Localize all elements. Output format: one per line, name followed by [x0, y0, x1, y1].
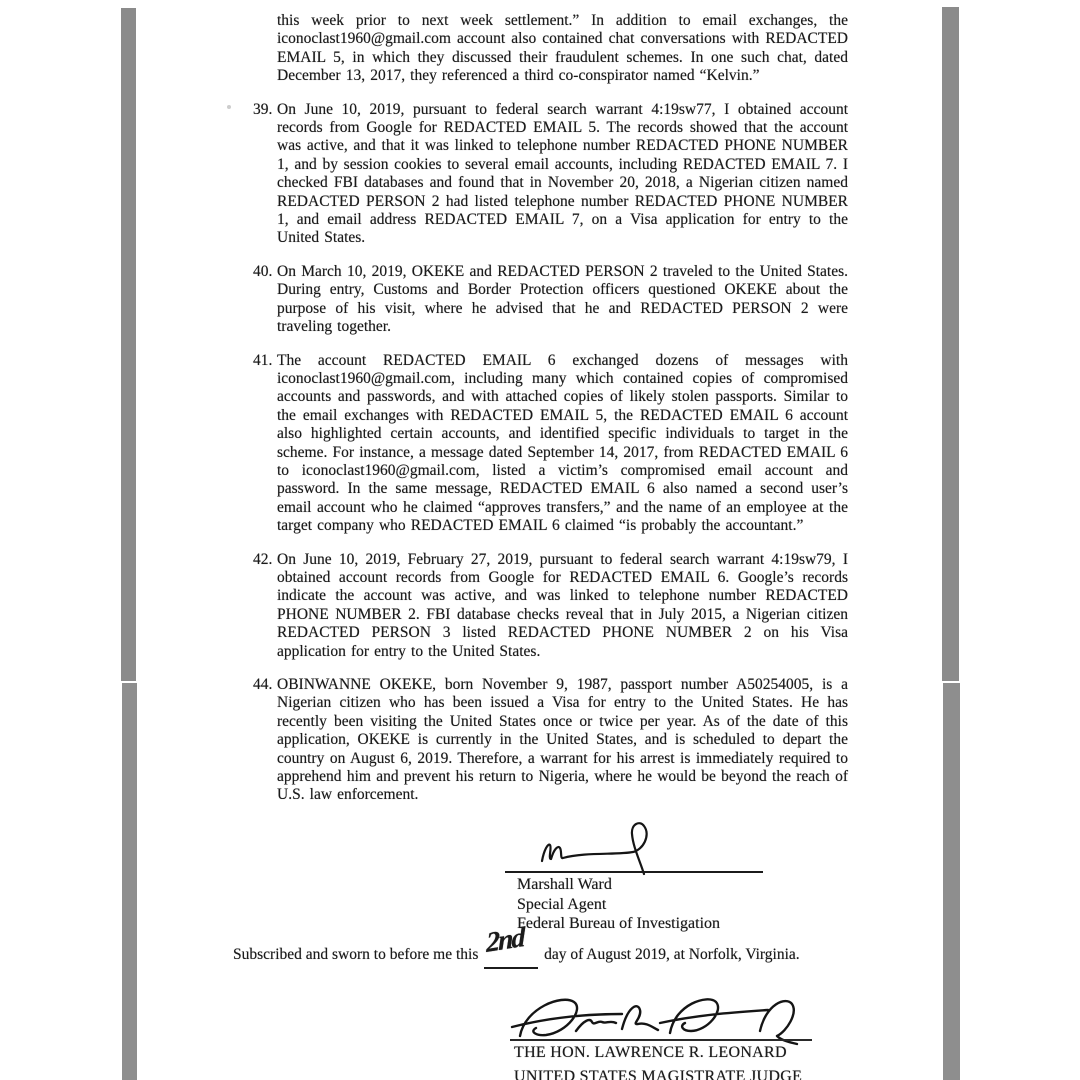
sworn-text-before: Subscribed and sworn to before me this [233, 946, 479, 963]
judge-signature-line [510, 1039, 812, 1041]
paragraph-41 [253, 352, 848, 536]
paragraph-38-continuation: this week prior to next week settlement.” In addition to email exchanges, the iconoclast1960@gmail.com account also contained chat conversations with REDACTED EMAIL 5, in which they discussed their fraudulent schemes. In one such chat, dated December 13, 2017, they referenced a third co-conspirator named “Kelvin.” [277, 12, 848, 85]
signer-name: Marshall Ward [517, 876, 612, 893]
judge-signature-block [514, 1042, 802, 1080]
paragraph-40 [253, 263, 848, 337]
scan-edge-bar-right-lower [943, 683, 960, 1080]
paragraph-44-text: OBINWANNE OKEKE, born November 9, 1987, passport number A50254005, is a Nigerian citizen who has been issued a Visa for entry to the United States. He has recently been visiting the United States once or twice per year. As of the date of this application, OKEKE is currently in the United States, and is scheduled to depart the country on August 6, 2019. Therefore, a warrant for his arrest is immediately required to apprehend him and prevent his return to Nigeria, where he would be beyond the reach of U.S. law enforcement. [277, 676, 848, 804]
agent-signature-scribble [532, 820, 662, 878]
paragraph-44-number: 44. [253, 676, 273, 693]
judge-name: THE HON. LAWRENCE R. LEONARD [514, 1044, 787, 1061]
paragraph-41-number: 41. [253, 351, 273, 369]
paragraph-40-number: 40. [253, 262, 273, 280]
paragraph-39-number: 39. [253, 100, 273, 118]
signer-title: Special Agent [517, 895, 607, 913]
paragraph-42-number: 42. [253, 550, 273, 568]
paragraph-39 [253, 101, 848, 248]
paragraph-40-text: On March 10, 2019, OKEKE and REDACTED PERSON 2 traveled to the United States. During entry, Customs and Border Protection officers questioned OKEKE about the purpose of his visit, where he advised that he and REDACTED PERSON 2 were traveling together. [277, 262, 848, 336]
signer-organization: Federal Bureau of Investigation [517, 915, 721, 932]
sworn-text-after: day of August 2019, at Norfolk, Virginia. [544, 946, 800, 963]
paragraph-39-text: On June 10, 2019, pursuant to federal search warrant 4:19sw77, I obtained account records from Google for REDACTED EMAIL 5. The records showed that the account was active, and that it was linked to telephone number REDACTED PHONE NUMBER 1, and by session cookies to several email accounts, including REDACTED EMAIL 7. I checked FBI databases and found that in November 20, 2018, a Nigerian citizen named REDACTED PERSON 2 had listed telephone number REDACTED PHONE NUMBER 1, and email address REDACTED EMAIL 7, on a Visa application for entry to the United States. [277, 100, 848, 247]
judge-title: UNITED STATES MAGISTRATE JUDGE [514, 1068, 803, 1080]
scan-edge-bar-left-lower [122, 683, 137, 1080]
paragraph-41-text: The account REDACTED EMAIL 6 exchanged dozens of messages with iconoclast1960@gmail.com, including many which contained copies of compromised accounts and passwords, and with attached copies of likely stolen passports. Similar to the email exchanges with REDACTED EMAIL 5, the REDACTED EMAIL 6 account also highlighted certain accounts, and identified specific individuals to target in the scheme. For instance, a message dated September 14, 2017, from REDACTED EMAIL 6 to iconoclast1960@gmail.com, listed a victim’s compromised email account and password. In the same message, REDACTED EMAIL 6 also named a second user’s email account who he claimed “approves transfers,” and the name of an employee at the target company who REDACTED EMAIL 6 claimed “is probably the accountant.” [277, 351, 848, 535]
paragraph-42 [253, 551, 848, 661]
judge-signature-scribble [510, 992, 802, 1046]
paragraph-42-text: On June 10, 2019, February 27, 2019, pursuant to federal search warrant 4:19sw79, I obtained account records from Google for REDACTED EMAIL 6. Google’s records indicate the account was active, and was linked to telephone number REDACTED PHONE NUMBER 2. FBI database checks reveal that in July 2015, a Nigerian citizen REDACTED PERSON 3 listed REDACTED PHONE NUMBER 2 on his Visa application for entry to the United States. [277, 550, 848, 660]
paragraph-44 [253, 676, 848, 805]
agent-signature-block [517, 875, 720, 934]
handwritten-day: 2nd [486, 921, 524, 960]
scan-edge-bar-right-upper [942, 7, 959, 681]
scan-artifact-dot [227, 105, 231, 109]
agent-signature-line [505, 871, 763, 873]
scan-edge-bar-left-upper [121, 8, 136, 681]
affidavit-body [253, 12, 848, 820]
day-blank-underline [484, 921, 538, 969]
